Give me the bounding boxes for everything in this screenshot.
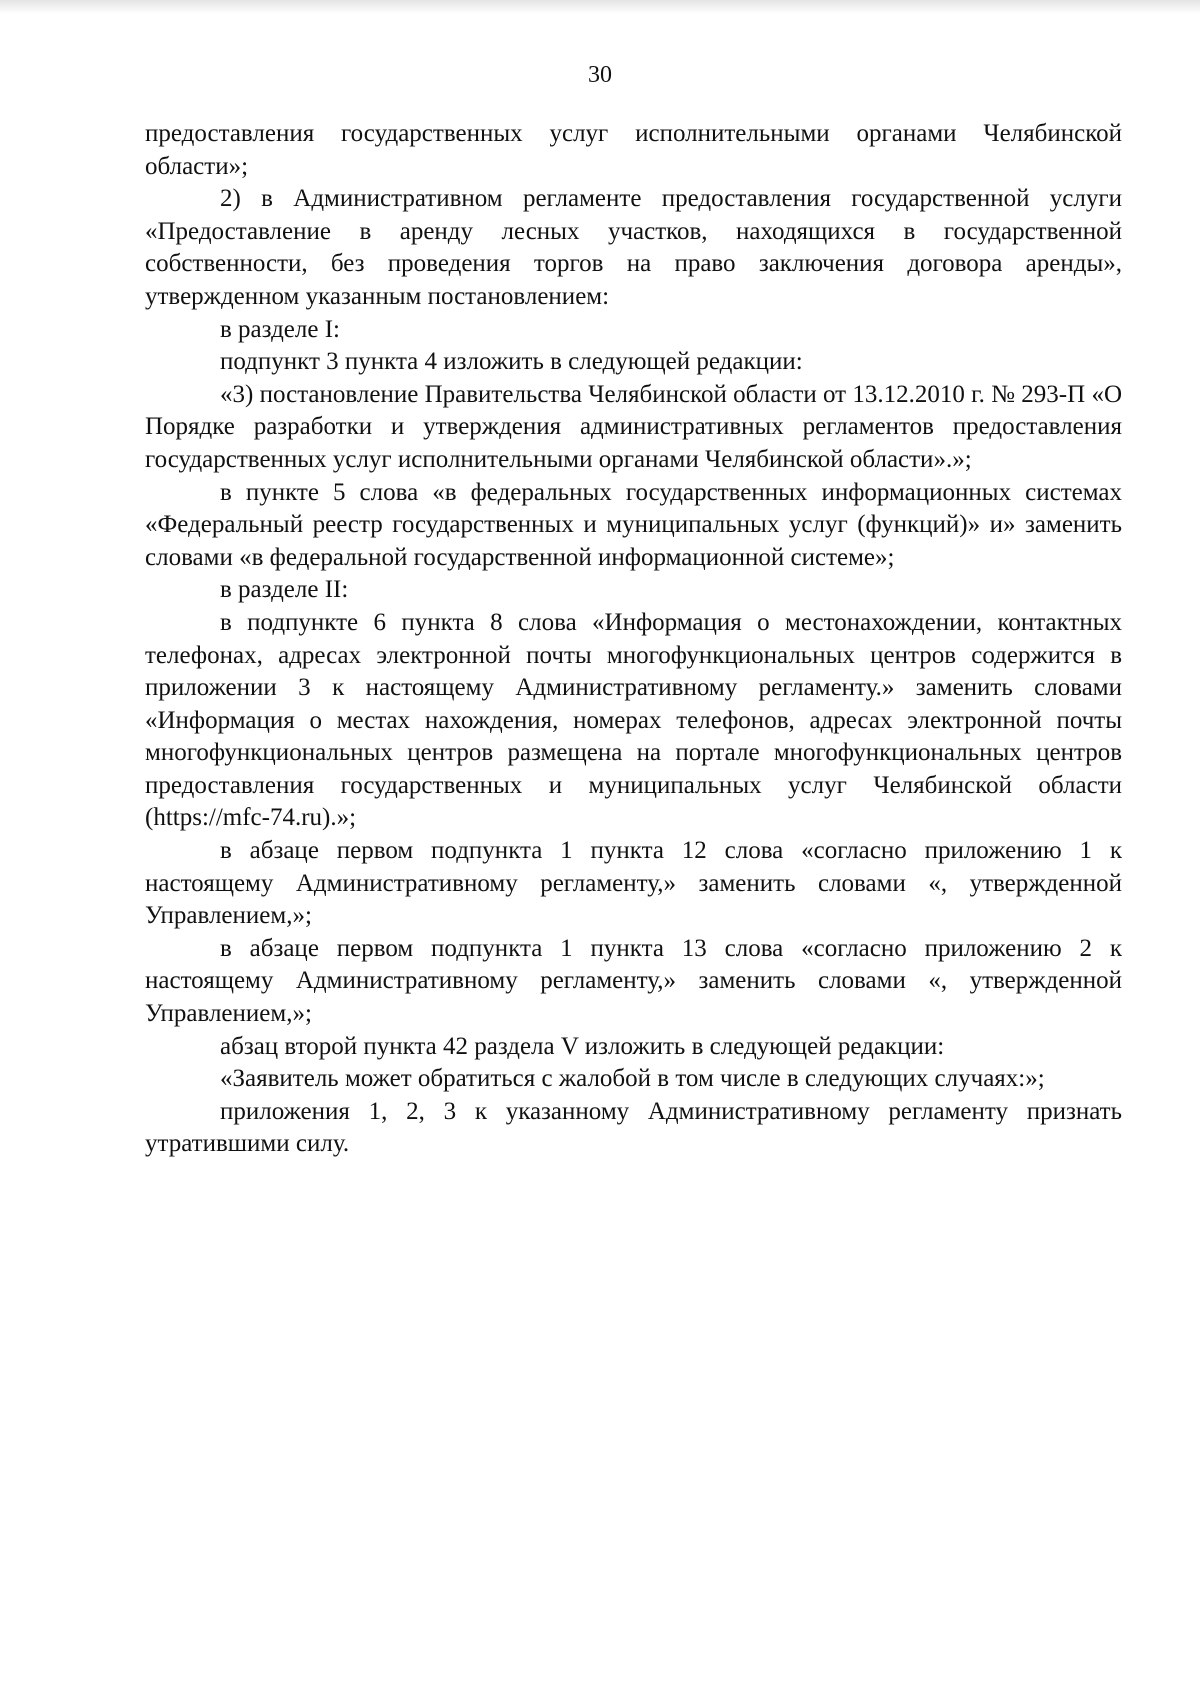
- paragraph-item-2: 2) в Административном регламенте предоставления государственной услуги «Предоставление в аренду лесных участков, находящихся в государственной собственности, без проведения торгов на право заключения договора аренды», утвержденном указанным постановлением:: [145, 185, 1122, 310]
- paragraph-continuation: предоставления государственных услуг исполнительными органами Челябинской области»;: [145, 120, 1122, 180]
- page-number: 30: [588, 62, 612, 88]
- paragraph-point-5: в пункте 5 слова «в федеральных государственных информационных системах «Федеральный реестр государственных и муниципальных услуг (функций)» и» заменить словами «в федеральной государственной информационной системе»;: [145, 478, 1122, 571]
- paragraph-point-12: в абзаце первом подпункта 1 пункта 12 слова «согласно приложению 1 к настоящему Административному регламенту,» заменить словами «, утвержденной Управлением,»;: [145, 837, 1122, 930]
- paragraph-point-42: абзац второй пункта 42 раздела V изложить в следующей редакции:: [220, 1032, 945, 1060]
- paragraph-subpoint-6: в подпункте 6 пункта 8 слова «Информация о местонахождении, контактных телефонах, адресах электронной почты многофункциональных центров содержится в приложении 3 к настоящему Административному регламенту.» заменить словами «Информация о местах нахождения, номерах телефонов, адресах электронной почты многофункциональных центров размещена на портале многофункциональных центров предоставления государственных и муниципальных услуг Челябинской области (https://mfc-74.ru).»;: [145, 608, 1122, 832]
- scan-top-edge: [0, 0, 1200, 14]
- paragraph-quoted-resolution: «3) постановление Правительства Челябинской области от 13.12.2010 г. № 293-П «О Порядке разработки и утверждения административных регламентов предоставления государственных услуг исполнительными органами Челябинской области».»;: [145, 380, 1122, 473]
- document-body: [145, 118, 1122, 1161]
- paragraph-point-13: в абзаце первом подпункта 1 пункта 13 слова «согласно приложению 2 к настоящему Административному регламенту,» заменить словами «, утвержденной Управлением,»;: [145, 934, 1122, 1028]
- paragraph-subpoint-3: подпункт 3 пункта 4 изложить в следующей редакции:: [220, 348, 803, 376]
- paragraph-section-1: в разделе I:: [220, 315, 340, 343]
- paragraph-appendices: приложения 1, 2, 3 к указанному Административному регламенту признать утратившими силу.: [145, 1097, 1122, 1158]
- paragraph-section-2: в разделе II:: [220, 576, 349, 604]
- paragraph-applicant-quote: «Заявитель может обратиться с жалобой в том числе в следующих случаях:»;: [220, 1065, 1045, 1093]
